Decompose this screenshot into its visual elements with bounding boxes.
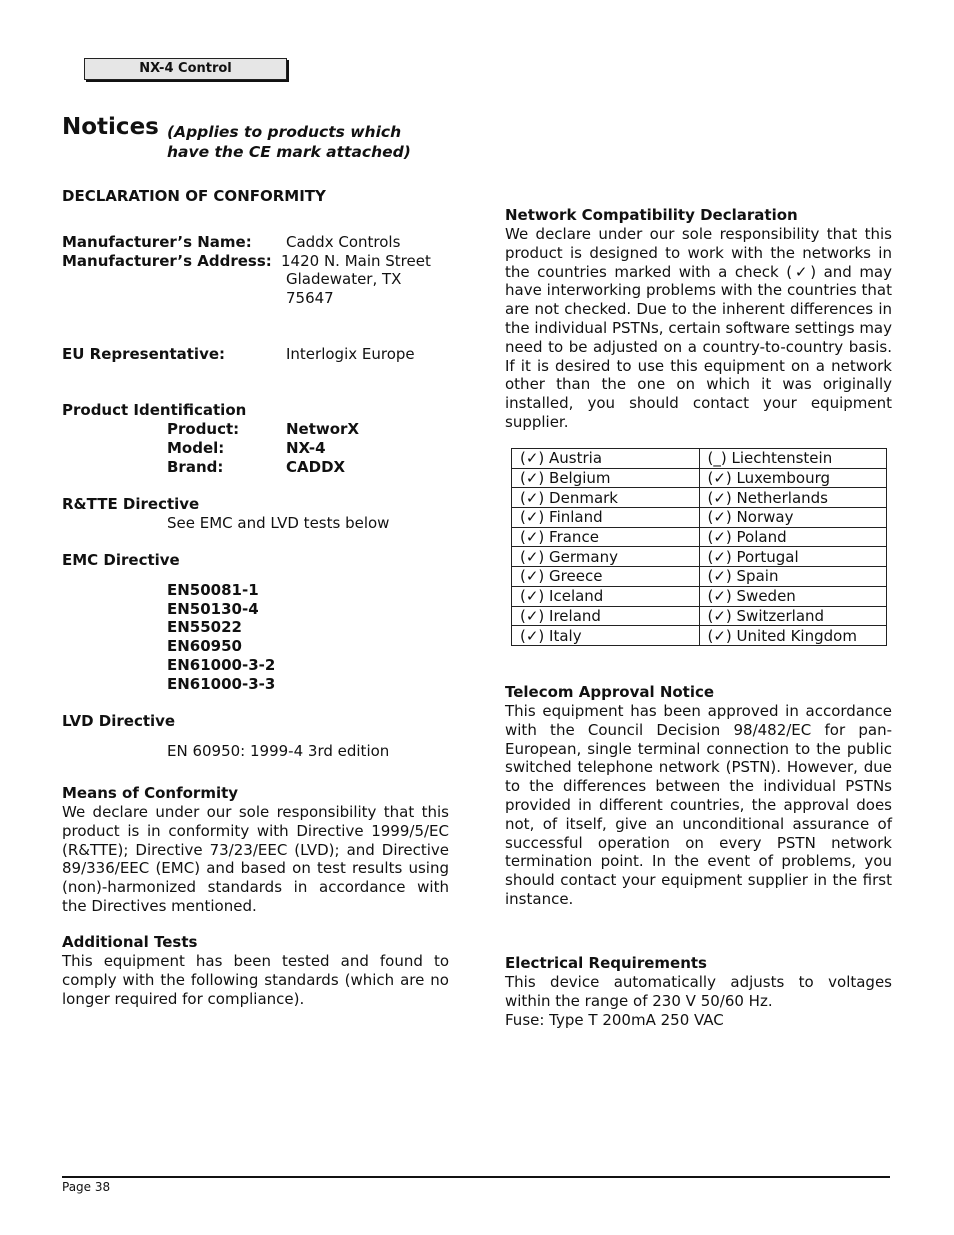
emc-standard: EN61000-3-3 <box>167 674 276 693</box>
table-row <box>512 468 887 488</box>
country-cell: (✓) United Kingdom <box>699 626 887 646</box>
brand-value: CADDX <box>286 458 346 476</box>
product-identification-heading: Product Identification <box>62 401 247 419</box>
page-subtitle <box>167 122 411 162</box>
manufacturer-name: Caddx Controls <box>286 233 401 251</box>
telecom-heading: Telecom Approval Notice <box>505 683 715 701</box>
country-cell: (_) Liechtenstein <box>699 449 887 469</box>
country-cell: (✓) Switzerland <box>699 606 887 626</box>
country-cell: (✓) France <box>512 527 700 547</box>
country-cell: (✓) Denmark <box>512 488 700 508</box>
model-value: NX-4 <box>286 439 326 457</box>
country-cell: (✓) Finland <box>512 508 700 528</box>
declaration-heading: DECLARATION OF CONFORMITY <box>62 187 326 205</box>
country-cell: (✓) Sweden <box>699 586 887 606</box>
country-cell: (✓) Poland <box>699 527 887 547</box>
address-line-3: 75647 <box>286 289 334 307</box>
eu-rep-value: Interlogix Europe <box>286 345 415 363</box>
model-label: Model: <box>167 439 225 457</box>
country-cell: (✓) Norway <box>699 508 887 528</box>
country-table <box>511 448 887 646</box>
emc-standard: EN60950 <box>167 637 242 656</box>
page-title: Notices <box>62 114 159 140</box>
page-number: Page 38 <box>62 1180 111 1194</box>
subtitle-line-2: have the CE mark attached) <box>167 143 411 161</box>
emc-standard: EN50130-4 <box>167 599 259 618</box>
country-cell: (✓) Ireland <box>512 606 700 626</box>
country-cell: (✓) Greece <box>512 567 700 587</box>
telecom-text: This equipment has been approved in accordance with the Council Decision 98/482/EC for pan-European, single terminal connection to the public switched telephone network (PSTN). However, due to the differences between the individual PSTNs provided in different countries, the approval does not, of itself, give an unconditional assurance of successful operation on every PSTN network termination point. In the event of problems, you should contact your equipment supplier in the first instance. <box>505 702 892 908</box>
country-cell: (✓) Luxembourg <box>699 468 887 488</box>
eu-rep-label: EU Representative: <box>62 345 226 363</box>
network-text: We declare under our sole responsibility that this product is designed to work with the networks in the countries marked with a check (✓) and may have interworking problems with the countries that are not checked. Due to the inherent differences in the individual PSTNs, certain software settings may need to be adjusted on a country-to-country basis. If it is desired to use this equipment on a network other than the one on which it was originally installed, you should contact your equipment supplier. <box>505 225 892 431</box>
table-row <box>512 547 887 567</box>
country-cell: (✓) Netherlands <box>699 488 887 508</box>
manufacturer-address-label: Manufacturer’s Address: <box>62 252 272 270</box>
table-row <box>512 626 887 646</box>
additional-text: This equipment has been tested and found to comply with the following standards (which are no longer required for compliance). <box>62 952 449 1008</box>
emc-standard: EN50081-1 <box>167 581 259 599</box>
emc-standard: EN61000-3-2 <box>167 655 276 674</box>
table-row <box>512 606 887 626</box>
country-cell: (✓) Spain <box>699 567 887 587</box>
country-cell: (✓) Portugal <box>699 547 887 567</box>
table-row <box>512 508 887 528</box>
electrical-text: This device automatically adjusts to voltages within the range of 230 V 50/60 Hz. <box>505 973 892 1010</box>
footer-rule <box>62 1176 890 1178</box>
additional-heading: Additional Tests <box>62 933 198 951</box>
country-cell: (✓) Germany <box>512 547 700 567</box>
country-cell: (✓) Austria <box>512 449 700 469</box>
table-row <box>512 527 887 547</box>
lvd-heading: LVD Directive <box>62 712 176 730</box>
network-heading: Network Compatibility Declaration <box>505 206 798 224</box>
table-row <box>512 449 887 469</box>
product-value: NetworX <box>286 420 360 438</box>
address-line-1: 1420 N. Main Street <box>281 252 431 270</box>
emc-heading: EMC Directive <box>62 551 180 569</box>
emc-standard: EN55022 <box>167 618 242 637</box>
product-tag: NX-4 Control <box>84 58 287 80</box>
brand-label: Brand: <box>167 458 224 476</box>
means-text: We declare under our sole responsibility that this product is in conformity with Directive 1999/5/EC (R&TTE); Directive 73/23/EEC (LVD); and Directive 89/336/EEC (EMC) and based on test results using (non)-harmonized standards in accordance with the Directives mentioned. <box>62 803 449 915</box>
means-heading: Means of Conformity <box>62 784 239 802</box>
rtte-text: See EMC and LVD tests below <box>167 514 390 532</box>
electrical-heading: Electrical Requirements <box>505 954 707 972</box>
country-cell: (✓) Iceland <box>512 586 700 606</box>
fuse-text: Fuse: Type T 200mA 250 VAC <box>505 1011 724 1029</box>
manufacturer-name-label: Manufacturer’s Name: <box>62 233 252 251</box>
country-cell: (✓) Belgium <box>512 468 700 488</box>
table-row <box>512 586 887 606</box>
address-line-2: Gladewater, TX <box>286 270 402 288</box>
emc-standards-list <box>167 581 275 693</box>
table-row <box>512 567 887 587</box>
subtitle-line-1: (Applies to products which <box>167 123 402 141</box>
lvd-text: EN 60950: 1999-4 3rd edition <box>167 742 390 760</box>
country-cell: (✓) Italy <box>512 626 700 646</box>
product-label: Product: <box>167 420 240 438</box>
rtte-heading: R&TTE Directive <box>62 495 200 513</box>
table-row <box>512 488 887 508</box>
